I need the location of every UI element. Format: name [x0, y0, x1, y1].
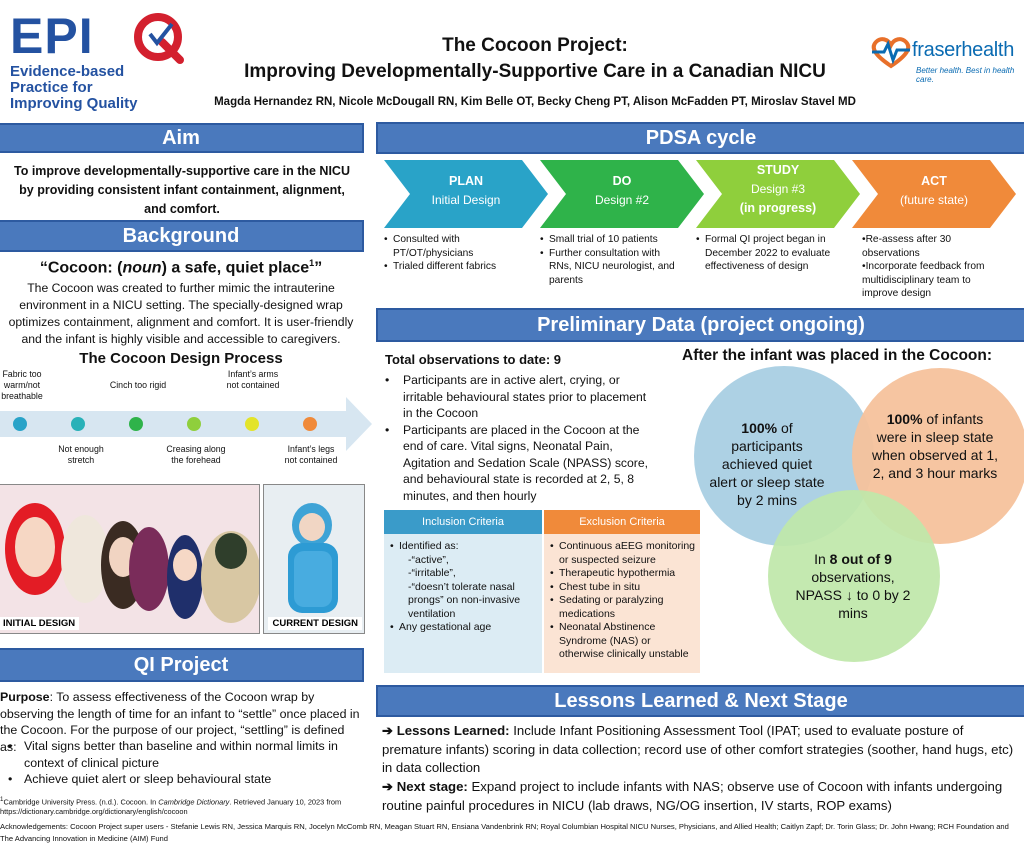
fraser-tagline: Better health. Best in health care. — [916, 66, 1015, 84]
design-process-dot — [129, 417, 143, 431]
initial-design-illustration — [0, 485, 260, 634]
observation-note: • Participants are placed in the Cocoon at the end of care. Vital signs, Neonatal Pain, Agitation and Sedation Scale (NPASS) score, and behavioural state is recorded at 2, 5, 8 minutes, and then hourly — [385, 422, 653, 505]
issue-label: Infant’s arms not contained — [226, 369, 280, 390]
aim-text: To improve developmentally-supportive care in the NICU by providing consistent infant containment, alignment, and comfort. — [14, 164, 350, 216]
inclusion-criteria-box: Inclusion Criteria • Identified as: -“active”, -“irritable”, -“doesn’t tolerate nasal prongs” on non-invasive ventilation • Any gestational age — [384, 510, 542, 673]
observation-note: • Participants are in active alert, crying, or irritable behavioural states prior to placement in the Cocoon — [385, 372, 653, 422]
design-process-dot — [13, 417, 27, 431]
result-text: 100% of participants achieved quiet alert or sleep state by 2 mins — [709, 420, 825, 508]
settling-criteria — [12, 738, 364, 788]
current-design-illustration — [264, 485, 365, 634]
issue-label: Fabric too warm/not breathable — [1, 369, 43, 401]
authors: Magda Hernandez RN, Nicole McDougall RN, Kim Belle OT, Becky Cheng PT, Alison McFadden PT, Miroslav Stavel MD — [214, 96, 856, 108]
settling-criterion: • Vital signs better than baseline and within normal limits in context of clinical picture — [12, 738, 364, 771]
pdsa-study-label: STUDY Design #3 (in progress) — [739, 163, 817, 215]
current-design-photo — [263, 484, 365, 634]
background-text: The Cocoon was created to further mimic the intrauterine environment in a NICU setting. The specially-designed wrap optimizes containment, alignment and comfort. It is user-friendly and the infant is highly visible and accessible to caregivers. — [8, 281, 354, 346]
design-process-dot — [303, 417, 317, 431]
poster-title — [190, 33, 880, 110]
inclusion-criteria-heading: Inclusion Criteria — [384, 510, 542, 534]
design-process-title: The Cocoon Design Process — [79, 350, 283, 367]
pdsa-study-notes: • Formal QI project began in December 2022 to evaluate effectiveness of design — [696, 233, 836, 274]
pdsa-do-notes: • Small trial of 10 patients • Further consultation with RNs, NICU neurologist, and parents — [540, 233, 680, 287]
initial-design-caption: INITIAL DESIGN — [0, 617, 79, 630]
preliminary-data-heading: Preliminary Data (project ongoing) — [376, 308, 1024, 342]
pdsa-heading: PDSA cycle — [376, 122, 1024, 154]
observation-notes — [385, 372, 653, 504]
pdsa-act-notes: •Re-assess after 30 observations •Incorporate feedback from multidisciplinary team to improve design — [862, 234, 985, 299]
next-stage: ➔ Next stage: Expand project to include infants with NAS; observe use of Cocoon with infants undergoing routine painful procedures in NICU (lab draws, NG/OG insertion, IV starts, ROP exams) — [382, 779, 1003, 813]
fraser-health-logo — [868, 34, 1024, 84]
pdsa-plan-label: PLAN Initial Design — [431, 174, 501, 207]
epiq-tagline: Evidence-based Practice for Improving Quality — [10, 63, 138, 112]
result-text: In 8 out of 9 observations, NPASS ↓ to 0 by 2 mins — [795, 551, 911, 621]
aim-heading: Aim — [0, 123, 364, 153]
reference: $^1$Cambridge University Press. (n.d.). Cocoon. In Cambridge Dictionary. Retrieved January 10, 2023 from https://dictionary.cambridge.org/dictionary/english/cocoon — [0, 796, 342, 817]
issue-label: Not enough stretch — [58, 444, 104, 465]
issue-label: Creasing along the forehead — [166, 444, 226, 465]
pdsa-plan-notes: • Consulted with PT/OT/physicians • Trialed different fabrics — [384, 233, 524, 274]
lessons-learned: ➔ Lessons Learned: Include Infant Positioning Assessment Tool (IPAT; used to evaluate posture of premature infants) scoring in data collection; record use of other comfort strategies (soother, hand hugs, etc) in data collection — [382, 723, 1014, 775]
cocoon-definition: “Cocoon: (noun) a safe, quiet place$^1$” — [39, 258, 323, 277]
design-process-dot — [187, 417, 201, 431]
pdsa-do-label: DO Design #2 — [594, 174, 650, 207]
current-design-caption: CURRENT DESIGN — [268, 617, 362, 630]
exclusion-criteria-heading: Exclusion Criteria — [544, 510, 700, 534]
initial-design-photo — [0, 484, 260, 634]
background-heading: Background — [0, 220, 364, 252]
issue-label: Cinch too rigid — [109, 380, 167, 390]
settling-criterion: • Achieve quiet alert or sleep behavioural state — [12, 771, 364, 788]
epiq-logo — [6, 6, 196, 112]
fraser-word: fraserhealth — [912, 39, 1015, 61]
total-observations: Total observations to date: 9 — [385, 352, 562, 367]
lessons-heading: Lessons Learned & Next Stage — [376, 685, 1024, 717]
qi-project-heading: QI Project — [0, 648, 364, 682]
results-heading: After the infant was placed in the Cocoon: — [682, 347, 993, 364]
acknowledgements: Acknowledgements: Cocoon Project super users - Stefanie Lewis RN, Jessica Marquis RN, Jocelyn McComb RN, Meagan Stuart RN, Ensiana Vandenbrink RN; Royal Columbian Hospital NICU Nurses, Physicians, and Allied Health; Caitlyn Zapf; Dr. Torin Glass; Dr. John Hwang; RCH Foundation and The Advancing Innovation in Medicine (AIM) Fund — [0, 822, 1009, 843]
qi-purpose: Purpose: To assess effectiveness of the Cocoon wrap by observing the length of time for an infant to “settle” once placed in the Cocoon. For the purpose of our project, “settling” is defined as: — [0, 690, 360, 754]
exclusion-criteria-box: Exclusion Criteria • Continuous aEEG monitoring or suspected seizure • Therapeutic hypothermia • Chest tube in situ • Sedating or paralyzing medications • Neonatal Abstinence Syndrome (NAS) or otherwise clinically unstable — [544, 510, 700, 673]
design-process-dot — [71, 417, 85, 431]
fraser-heart-icon — [868, 34, 914, 70]
design-process-dot — [245, 417, 259, 431]
epiq-q-icon — [132, 10, 188, 66]
title-line-1: The Cocoon Project: — [442, 35, 628, 56]
result-text: 100% of infants were in sleep state when observed at 1, 2, and 3 hour marks — [871, 411, 999, 481]
title-line-2: Improving Developmentally-Supportive Care in a Canadian NICU — [244, 61, 826, 82]
issue-label: Infant’s legs not contained — [284, 444, 338, 465]
epiq-logo-word: EPI — [10, 8, 94, 64]
pdsa-act-label: ACT (future state) — [899, 174, 969, 207]
